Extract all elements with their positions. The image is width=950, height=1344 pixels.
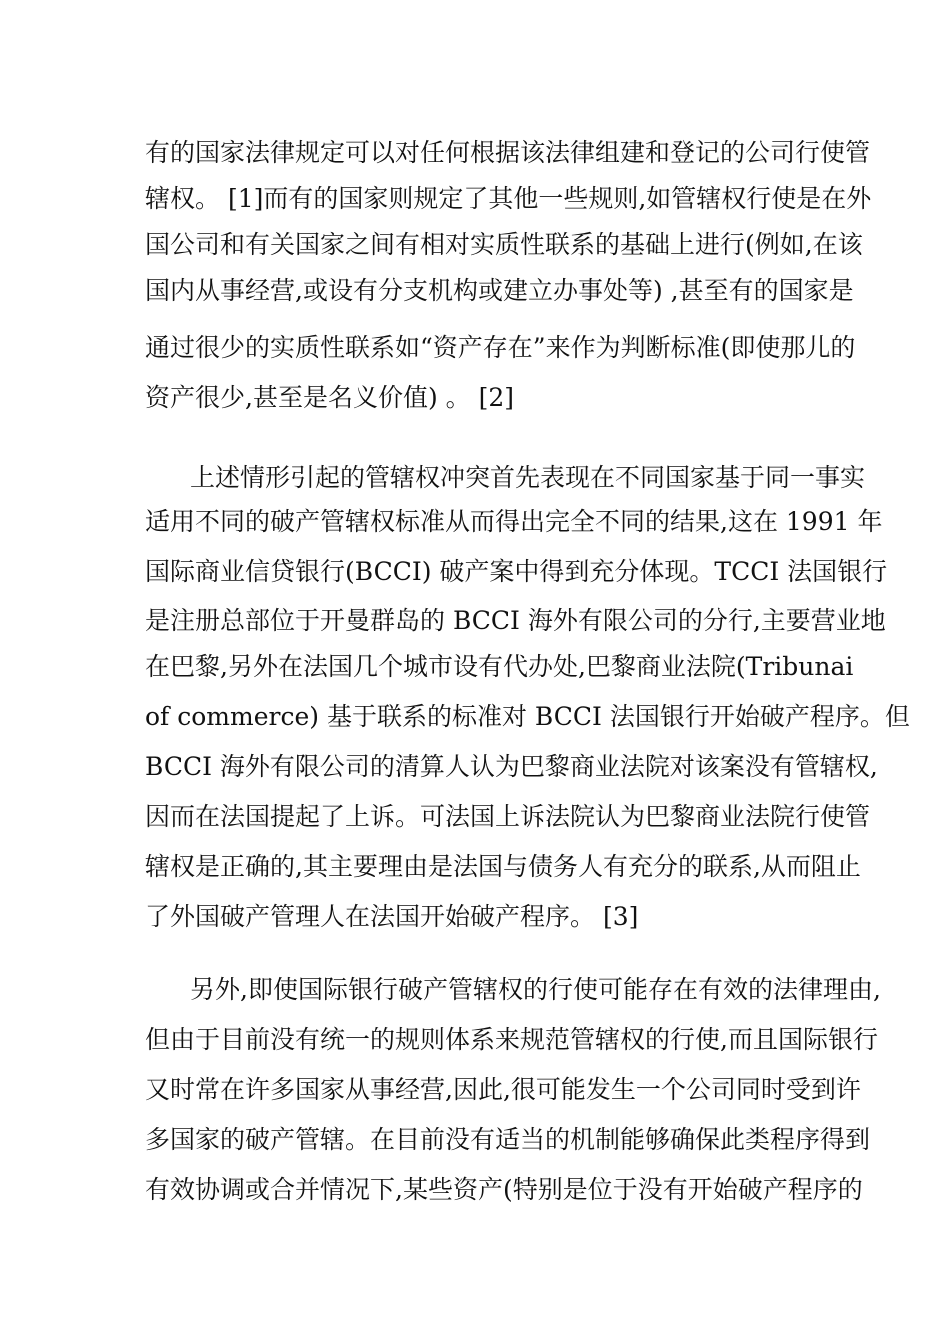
paragraph-1-line-5: 通过很少的实质性联系如“资产存在”来作为判断标准(即使那儿的 [145,333,856,362]
paragraph-1-line-2: 辖权。 [1]而有的国家则规定了其他一些规则,如管辖权行使是在外 [145,184,872,213]
paragraph-1-line-6: 资产很少,甚至是名义价值) 。 [2] [145,383,515,412]
paragraph-1-line-3: 国公司和有关国家之间有相对实质性联系的基础上进行(例如,在该 [145,230,863,259]
paragraph-2-line-1: 上述情形引起的管辖权冲突首先表现在不同国家基于同一事实 [190,463,866,492]
paragraph-2-line-8: 因而在法国提起了上诉。可法国上诉法院认为巴黎商业法院行使管 [145,802,871,831]
paragraph-2-line-2: 适用不同的破产管辖权标准从而得出完全不同的结果,这在 1991 年 [145,507,883,536]
paragraph-2-line-4: 是注册总部位于开曼群岛的 BCCI 海外有限公司的分行,主要营业地 [145,606,886,635]
paragraph-2-line-6: of commerce) 基于联系的标准对 BCCI 法国银行开始破产程序。但 [145,702,910,731]
paragraph-3-line-4: 多国家的破产管辖。在目前没有适当的机制能够确保此类程序得到 [145,1125,871,1154]
paragraph-3-line-5: 有效协调或合并情况下,某些资产(特别是位于没有开始破产程序的 [145,1175,863,1204]
paragraph-2-line-5: 在巴黎,另外在法国几个城市设有代办处,巴黎商业法院(Tribunai [145,652,854,681]
paragraph-3-line-3: 又时常在许多国家从事经营,因此,很可能发生一个公司同时受到许 [145,1075,861,1104]
paragraph-2-line-9: 辖权是正确的,其主要理由是法国与债务人有充分的联系,从而阻止 [145,852,861,881]
paragraph-1-line-1: 有的国家法律规定可以对任何根据该法律组建和登记的公司行使管 [145,138,871,167]
paragraph-2-line-3: 国际商业信贷银行(BCCI) 破产案中得到充分体现。TCCI 法国银行 [145,557,888,586]
paragraph-2-line-10: 了外国破产管理人在法国开始破产程序。 [3] [145,902,639,931]
paragraph-2-line-7: BCCI 海外有限公司的清算人认为巴黎商业法院对该案没有管辖权, [145,752,878,781]
paragraph-3-line-2: 但由于目前没有统一的规则体系来规范管辖权的行使,而且国际银行 [145,1025,878,1054]
paragraph-1-line-4: 国内从事经营,或设有分支机构或建立办事处等) ,甚至有的国家是 [145,276,854,305]
paragraph-3-line-1: 另外,即使国际银行破产管辖权的行使可能存在有效的法律理由, [190,975,881,1004]
